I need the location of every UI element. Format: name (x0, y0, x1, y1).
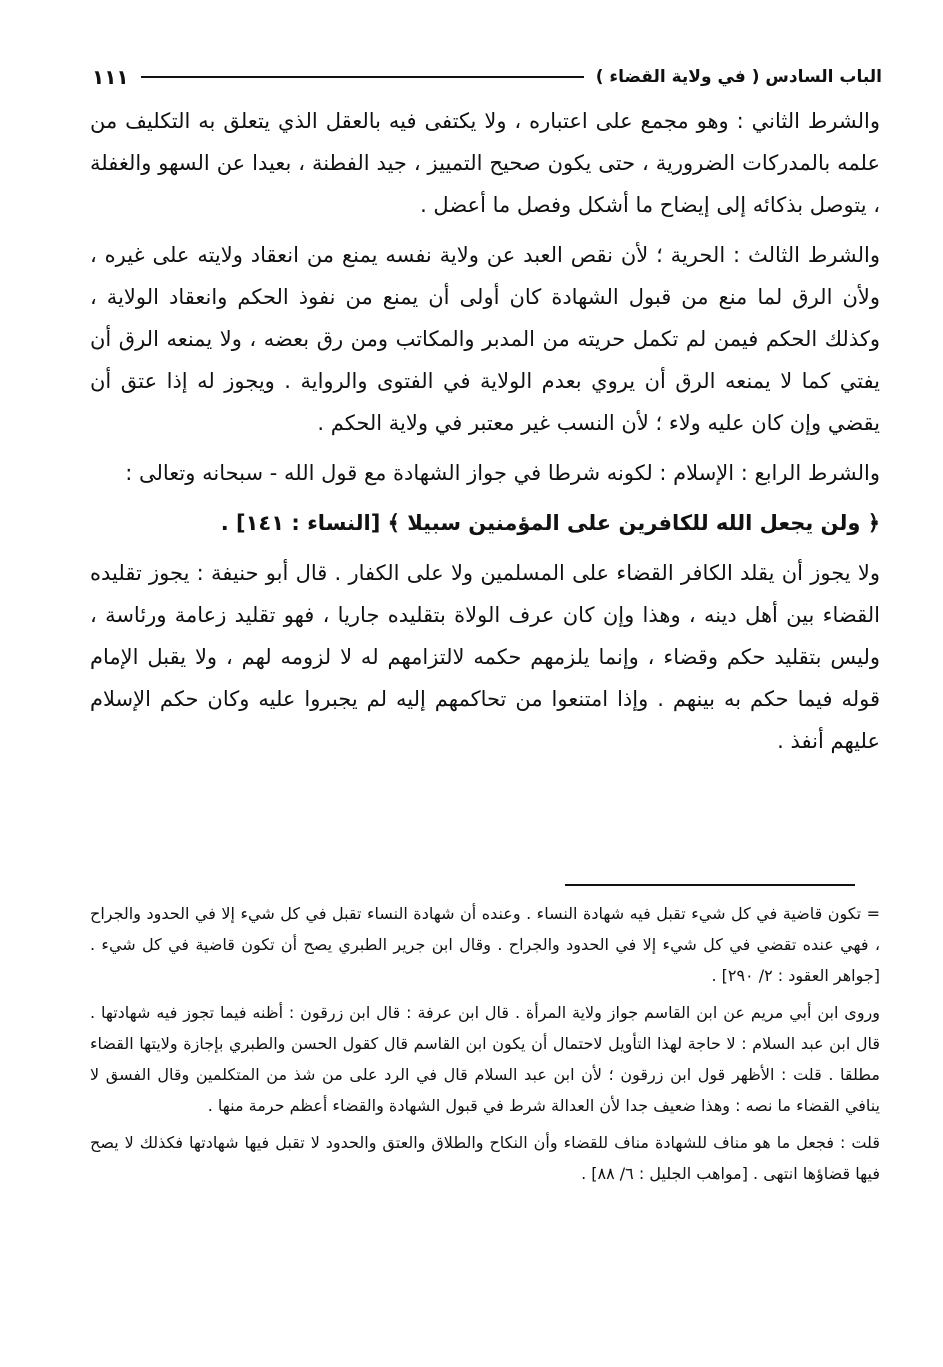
main-text (90, 100, 880, 770)
paragraph-second-condition: والشرط الثاني : وهو مجمع على اعتباره ، ولا يكتفى فيه بالعقل الذي يتعلق به التكليف من علمه بالمدركات الضرورية ، حتى يكون صحيح التمييز ، جيد الفطنة ، بعيدا عن السهو والغفلة ، يتوصل بذكائه إلى إيضاح ما أشكل وفصل ما أعضل . (90, 109, 880, 217)
page-number: ١١١ (92, 65, 129, 89)
footnote-continuation: = تكون قاضية في كل شيء تقبل فيه شهادة النساء . وعنده أن شهادة النساء تقبل في كل شيء إلا في الحدود والجراح ، فهي عنده تقضي في كل شيء إلا في الحدود والجراح . وقال ابن جرير الطبري يصح أن تكون قاضية في كل شيء . [جواهر العقود : ٢/ ٢٩٠] . (90, 904, 880, 985)
chapter-title: الباب السادس ( في ولاية القضاء ) (595, 67, 882, 87)
paragraph-third-condition: والشرط الثالث : الحرية ؛ لأن نقص العبد عن ولاية نفسه يمنع من انعقاد ولايته على غيره ، ولأن الرق لما منع من قبول الشهادة كان أولى أن يمنع من نفوذ الحكم وانعقاد الولاية ، وكذلك الحكم فيمن لم تكمل حريته من المدبر والمكاتب ومن رق بعضه ، ولا يمنعه الرق أن يفتي كما لا يمنعه الرق أن يروي بعدم الولاية في الفتوى والرواية . ويجوز له إذا عتق أن يقضي وإن كان عليه ولاء ؛ لأن النسب غير معتبر في ولاية الحكم . (90, 243, 880, 435)
paragraph-fourth-condition: والشرط الرابع : الإسلام : لكونه شرطا في جواز الشهادة مع قول الله - سبحانه وتعالى : (125, 461, 880, 485)
footnote-conclusion: قلت : فجعل ما هو مناف للشهادة مناف للقضاء وأن النكاح والطلاق والعتق والحدود لا تقبل فيها شهادتها فكذلك لا يصح فيها قضاؤها انتهى . [مواهب الجليل : ٦/ ٨٨] . (90, 1133, 880, 1183)
quran-verse: ﴿ ولن يجعل الله للكافرين على المؤمنين سبيلا ﴾ [النساء : ١٤١] . (220, 511, 880, 535)
footnote-ibn-arafa: وروى ابن أبي مريم عن ابن القاسم جواز ولاية المرأة . قال ابن عرفة : قال ابن زرقون : أظنه فيما تجوز فيه شهادتها . قال ابن عبد السلام : لا حاجة لهذا التأويل لاحتمال أن يكون ابن القاسم قال كقول الحسن والطبري بإجازة ولايتها القضاء مطلقا . قلت : الأظهر قول ابن زرقون ؛ لأن ابن عبد السلام قال في الرد على من شذ من المتكلمين وقال الفسق لا ينافي القضاء ما نصه : وهذا ضعيف جدا لأن العدالة شرط في قبول الشهادة والقضاء أعظم حرمة منها . (90, 1003, 880, 1115)
running-header (92, 60, 882, 94)
header-rule (141, 76, 584, 78)
footnote-separator (565, 884, 855, 886)
paragraph-non-muslim-judge: ولا يجوز أن يقلد الكافر القضاء على المسلمين ولا على الكفار . قال أبو حنيفة : يجوز تقليده القضاء بين أهل دينه ، وهذا وإن كان عرف الولاة بتقليده جاريا ، فهو تقليد زعامة ورئاسة ، وليس بتقليد حكم وقضاء ، وإنما يلزمهم حكمه لالتزامهم له لا لزومه لهم ، ولا يقبل الإمام قوله فيما حكم به بينهم . وإذا امتنعوا من تحاكمهم إليه لم يجبروا عليه وكان حكم الإسلام عليهم أنفذ . (90, 561, 880, 753)
footnotes (90, 898, 880, 1195)
